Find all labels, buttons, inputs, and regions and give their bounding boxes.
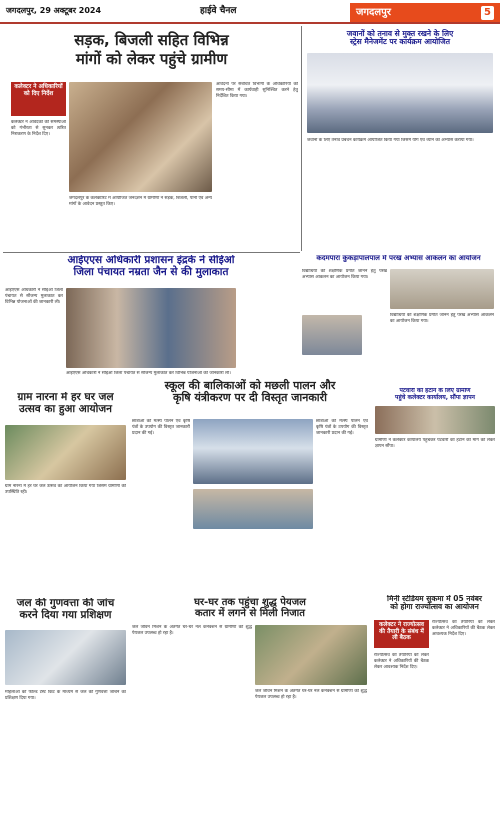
article-parakh-assessment: [300, 255, 497, 385]
body-left: कलेक्टर ने आवेदकों की समस्याओं को गंभीरता से सुनकर त्वरित निराकरण के निर्देश दिए।: [11, 120, 66, 137]
headline-line2: को होगा राज्योत्सव का आयोजन: [390, 602, 479, 612]
sublabel-badge: कलेक्टर ने राज्योत्सव की तैयारी के संबंध में ली बैठक: [374, 620, 429, 648]
article-rajyotsav: [372, 595, 497, 810]
headline-line2: मांगों को लेकर पहुंचे ग्रामीण: [75, 49, 228, 68]
headline-line1: स्कूल की बालिकाओं को मछली पालन और: [164, 379, 336, 392]
headline-line2: पहुंचे कलेक्टर कार्यालय, सौंपा ज्ञापन: [395, 393, 475, 401]
headline-line2: उत्सव का हुआ आयोजन: [19, 402, 112, 415]
headline-line1: मिनी स्टेडियम सुकमा में 05 नवंबर: [387, 595, 482, 603]
headline-line2: जिला पंचायत नम्रता जैन से की मुलाकात: [73, 265, 229, 278]
photo-water-tap: [255, 625, 367, 685]
masthead: [0, 0, 500, 24]
body: महिलाओं को फील्ड टेस्ट किट के माध्यम से जल की गुणवत्ता जांचने का प्रशिक्षण दिया गया।: [5, 690, 126, 701]
divider: [3, 252, 300, 253]
headline-line1: ग्राम नारना में हर घर जल: [17, 392, 114, 403]
body-mid: जगदलपुर के कलेक्टोरेट में आयोजित जनदर्शन में ग्रामीणों ने सड़क, बिजली, पानी एवं अन्य मांगों के आवेदन प्रस्तुत किए।: [69, 196, 212, 207]
article-school-girls-fishery: [130, 377, 370, 592]
headline-line1: पटवारी को हटाने के लिए ग्रामीण: [399, 388, 471, 394]
article-har-ghar-jal: [3, 392, 128, 592]
photo-yoga-session: [307, 53, 493, 133]
headline-line2: कृषि यंत्रीकरण पर दी विस्तृत जानकारी: [173, 391, 327, 405]
subheadline: स्ट्रेस मैनेजमेंट पर कार्यक्रम आयोजित: [349, 37, 451, 47]
photo-girls-training: [193, 419, 313, 484]
caption: आईएएस अधिकारी ने सीईओ जिला पंचायत से सौजन्य मुलाकात कर विभिन्न योजनाओं की जानकारी ली।: [66, 371, 231, 376]
photo-classroom: [302, 315, 362, 355]
article-ias-meeting: [3, 255, 299, 385]
photo-villagers: [375, 406, 495, 434]
photo-jal-utsav: [5, 425, 126, 480]
page-number: 5: [481, 6, 494, 20]
headline-line2: कतार में लगने से मिली निजात: [195, 608, 305, 620]
article-drinking-water: [130, 595, 370, 810]
headline: जवानों को तनाव से मुक्त रखने के लिए: [346, 29, 454, 38]
photo-ias-officers: [66, 288, 236, 368]
photo-water-training: [5, 630, 126, 685]
article-water-quality: [3, 598, 128, 810]
city-banner: [350, 3, 500, 22]
body-right: आवेदनों पर संबंधित विभागों के अधिकारियों को समय-सीमा में कार्यवाही सुनिश्चित करने हेतु निर्देशित किया गया।: [216, 82, 298, 99]
photo-gramin-meeting: [69, 82, 212, 192]
article-patwari-protest: [373, 388, 497, 592]
body: ग्रामीणों ने कलेक्टर कार्यालय पहुंचकर पटवारी को हटाने की मांग को लेकर ज्ञापन सौंपा।: [375, 438, 495, 449]
photo-girls-class: [193, 489, 313, 529]
headline-line1: घर-घर तक पहुंचा शुद्ध पेयजल: [194, 597, 306, 608]
body-right: छात्राओं को मत्स्य पालन एवं कृषि यंत्रों के उपयोग की विस्तृत जानकारी प्रदान की गई।: [316, 419, 368, 436]
body: ग्राम नारना में हर घर जल उत्सव का आयोजन किया गया जिसमें ग्रामीणों की उपस्थिति रही।: [5, 484, 126, 495]
body-left: छात्राओं को मत्स्य पालन एवं कृषि यंत्रों के उपयोग की विस्तृत जानकारी प्रदान की गई।: [132, 419, 190, 436]
body: विद्यार्थियों की शैक्षणिक प्रगति जानने हेतु परख अभ्यास आकलन का आयोजन किया गया।: [302, 269, 387, 280]
divider: [301, 26, 302, 251]
body: आईएएस अधिकारी ने सीईओ जिला पंचायत से सौजन्य मुलाकात कर विभिन्न योजनाओं की जानकारी ली।: [5, 288, 63, 305]
headline-line2: करने दिया गया प्रशिक्षण: [19, 608, 112, 621]
body: जल जीवन मिशन के अंतर्गत घर-घर नल कनेक्शन से ग्रामीणों को शुद्ध पेयजल उपलब्ध हो रहा है।: [132, 625, 252, 636]
sublabel-badge: कलेक्टर ने अधिकारियों को दिए निर्देश: [11, 82, 66, 116]
masthead-date: जगदलपुर, 29 अक्टूबर 2024: [6, 6, 102, 15]
body: जवानों के लिए तनाव प्रबंधन कार्यक्रम आयोजित किया गया जिसमें योग एवं ध्यान का अभ्यास कराया गया।: [307, 138, 474, 143]
city-name: जगदलपुर: [356, 7, 391, 18]
body-right: जल जीवन मिशन के अंतर्गत घर-घर नल कनेक्शन से ग्रामीणों को शुद्ध पेयजल उपलब्ध हो रहा है।: [255, 689, 367, 700]
headline-line1: सड़क, बिजली सहित विभिन्न: [74, 31, 229, 49]
headline: कदमपारा कुकड़ापालपाल में परख अभ्यास आकलन का आयोजन: [316, 255, 481, 262]
body-right: विद्यार्थियों की शैक्षणिक प्रगति जानने हेतु परख अभ्यास आकलन का आयोजन किया गया।: [390, 313, 494, 324]
body-left: राज्योत्सव की तैयारियों को लेकर कलेक्टर ने अधिकारियों की बैठक लेकर आवश्यक निर्देश दिए।: [374, 653, 429, 670]
headline-line1: आईएएस अधिकारी प्रशासन इंद्रके ने सीईओ: [67, 255, 235, 266]
paper-name: हाईवे चैनल: [200, 6, 237, 16]
article-stress-management: [303, 26, 497, 251]
photo-students-exam: [390, 269, 494, 309]
article-gramin-demands: [3, 26, 300, 251]
headline-line1: जल की गुणवत्ता की जांच: [16, 598, 115, 609]
body: राज्योत्सव की तैयारियों को लेकर कलेक्टर ने अधिकारियों की बैठक लेकर आवश्यक निर्देश दिए।: [432, 620, 495, 637]
